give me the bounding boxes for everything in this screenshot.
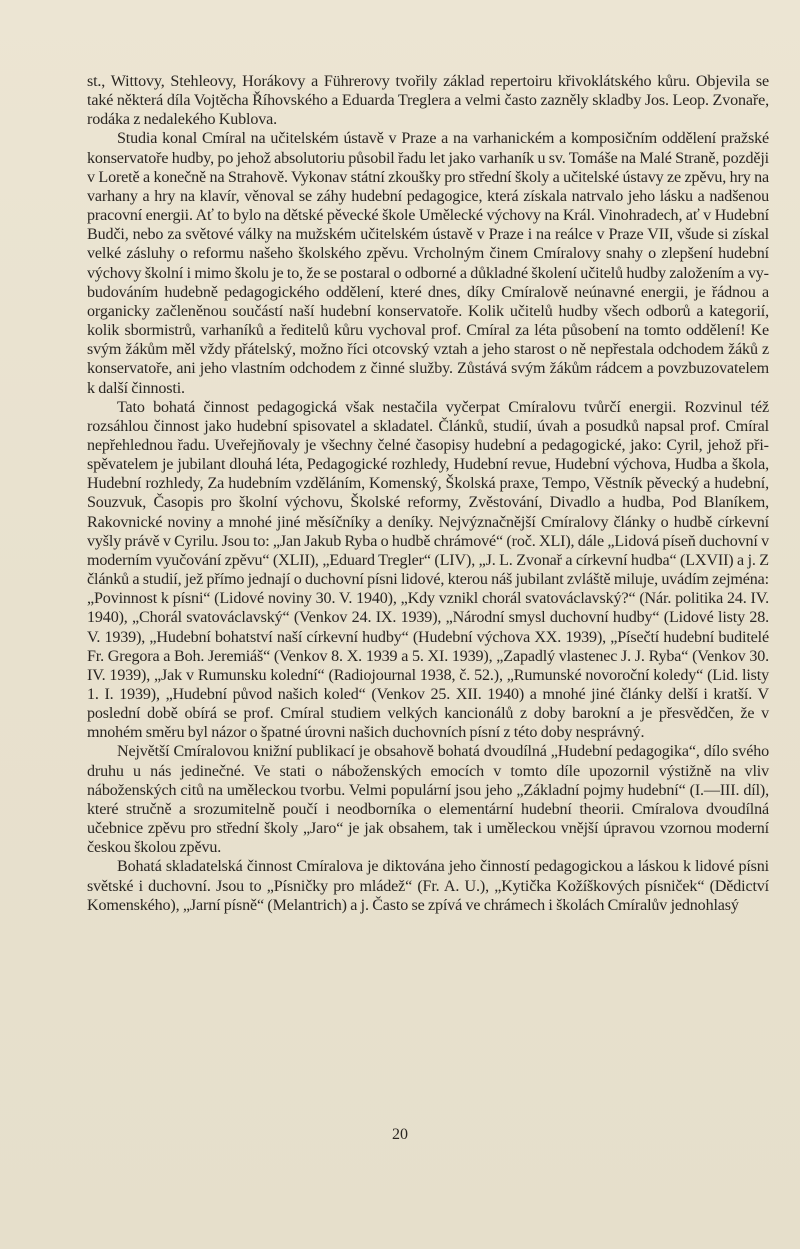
page-number: 20 bbox=[392, 1126, 408, 1143]
paragraph-3: Tato bohatá činnost pedagogická však nestačila vyčerpat Cmíralovu tvůrčí energii. Rozvinul též rozsáhlou činnost jako hudební spisovatel a skladatel. Článků, studií, úvah a posudků napsal prof. Cmíral nepřehlednou řadu. Uveřejňovaly je všechny čelné časopisy hudební a pedagogické, jako: Cyril, jehož přispěvatelem je jubilant dlouhá léta, Pedagogické rozhledy, Hudební revue, Hudební výchova, Hudba a škola, Hudební rozhledy, Za hudebním vzděláním, Komenský, Školská praxe, Tempo, Věstník pěvecký a hudební, Souzvuk, Časopis pro školní výchovu, Školské reformy, Zvěstování, Divadlo a hudba, Pod Blaníkem, Rakovnické noviny a mnohé jiné měsíčníky a deníky. Nejvýznačnější Cmíralovy články o hudbě církevní vyšly právě v Cyrilu. Jsou to: „Jan Jakub Ryba o hudbě chrámové“ (roč. XLI), dále „Lidová píseň duchovní v moderním vyučování zpěvu“ (XLII), „Eduard Tregler“ (LIV), „J. L. Zvonař a církevní hudba“ (LXVII) a j. Z článků a studií, jež přímo jednají o duchovní písni lidové, kterou náš jubilant zvláště miluje, uvádím zejména: „Povinnost k písni“ (Lidové noviny 30. V. 1940), „Kdy vznikl chorál svatováclavský?“ (Nár. politika 24. IV. 1940), „Chorál svatováclavský“ (Venkov 24. IX. 1939), „Národní smysl duchovní hudby“ (Lidové listy 28. V. 1939), „Hudební bohatství naší církevní hudby“ (Hudební výchova XX. 1939), „Písečtí hudební buditelé Fr. Gregora a Boh. Jeremiáš“ (Venkov 8. X. 1939 a 5. XI. 1939), „Zapadlý vlastenec J. J. Ryba“ (Venkov 30. IV. 1939), „Jak v Rumunsku kolední“ (Radiojournal 1938, č. 52.), „Rumunské novoroční koledy“ (Lid. listy 1. I. 1939), „Hudební původ našich koled“ (Venkov 25. XII. 1940) a mnohé jiné články delší i kratší. V poslední době obírá se prof. Cmíral studiem velkých kancionálů z doby barokní a je přesvědčen, že v mnohém směru byl názor o špatné úrovni našich duchovních písní z této doby nesprávný. bbox=[87, 398, 769, 742]
paragraph-2: Studia konal Cmíral na učitelském ústavě v Praze a na varhanickém a komposičním oddělení pražské konservatoře hudby, po jehož absolutoriu působil řadu let jako varhaník u sv. Tomáše na Malé Straně, později v Loretě a konečně na Strahově. Vykonav státní zkoušky pro střední školy a učitelské ústavy ze zpěvu, hry na varhany a hry na klavír, věnoval se záhy hudební pedagogice, která získala natrvalo jeho lásku a nadšenou pracovní energii. Ať to bylo na dětské pěvecké škole Umělecké výchovy na Král. Vinohradech, ať v Hudební Budči, nebo za světové války na mužském učitelském ústavě v Praze i na reálce v Praze VII, všude si získal velké zásluhy o reformu našeho školského zpěvu. Vrcholným činem Cmíralovy snahy o zlepšení hudební výchovy školní i mimo školu je to, že se postaral o odborné a důkladné školení učitelů hudby založením a vybudováním hudebně pedagogického oddělení, které dnes, díky Cmíralově neúnavné energii, je řádnou a organicky začleněnou součástí naší hudební konservatoře. Kolik učitelů hudby všech odborů a kategorií, kolik sbormistrů, varhaníků a ředitelů kůru vychoval prof. Cmíral za léta působení na tomto oddělení! Ke svým žákům měl vždy přátelský, možno říci otcovský vztah a jeho starost o ně nepřestala odchodem žáků z konservatoře, ani jeho vlastním odchodem z činné služby. Zůstává svým žákům rádcem a povzbuzovatelem k další činnosti. bbox=[87, 130, 769, 397]
paragraph-1: st., Wittovy, Stehleovy, Horákovy a Führerovy tvořily základ repertoiru křivoklátského kůru. Objevila se také některá díla Vojtěcha Říhovského a Eduarda Treglera a velmi často zazněly skladby Jos. Leop. Zvonaře, rodáka z nedalekého Kublova. bbox=[87, 73, 769, 129]
body-text bbox=[87, 72, 769, 915]
paragraph-4: Největší Cmíralovou knižní publikací je obsahově bohatá dvoudílná „Hudební pedagogika“, dílo svého druhu u nás jedinečné. Ve stati o náboženských emocích v tomto díle upozornil výstižně na vliv náboženských citů na uměleckou tvorbu. Velmi populární jsou jeho „Základní pojmy hudební“ (I.—III. díl), které stručně a srozumitelně poučí i neodborníka o elementární hudební theorii. Cmíralova dvoudílná učebnice zpěvu pro střední školy „Jaro“ je jak obsahem, tak i uměleckou vnější úpravou vzornou moderní českou školou zpěvu. bbox=[87, 743, 769, 857]
paragraph-5: Bohatá skladatelská činnost Cmíralova je diktována jeho činností pedagogickou a láskou k lidové písni světské i duchovní. Jsou to „Písničky pro mládež“ (Fr. A. U.), „Kytička Kožíškových písniček“ (Dědictví Komenského), „Jarní písně“ (Melantrich) a j. Často se zpívá ve chrámech i školách Cmíralův jednohlasý bbox=[87, 858, 769, 914]
